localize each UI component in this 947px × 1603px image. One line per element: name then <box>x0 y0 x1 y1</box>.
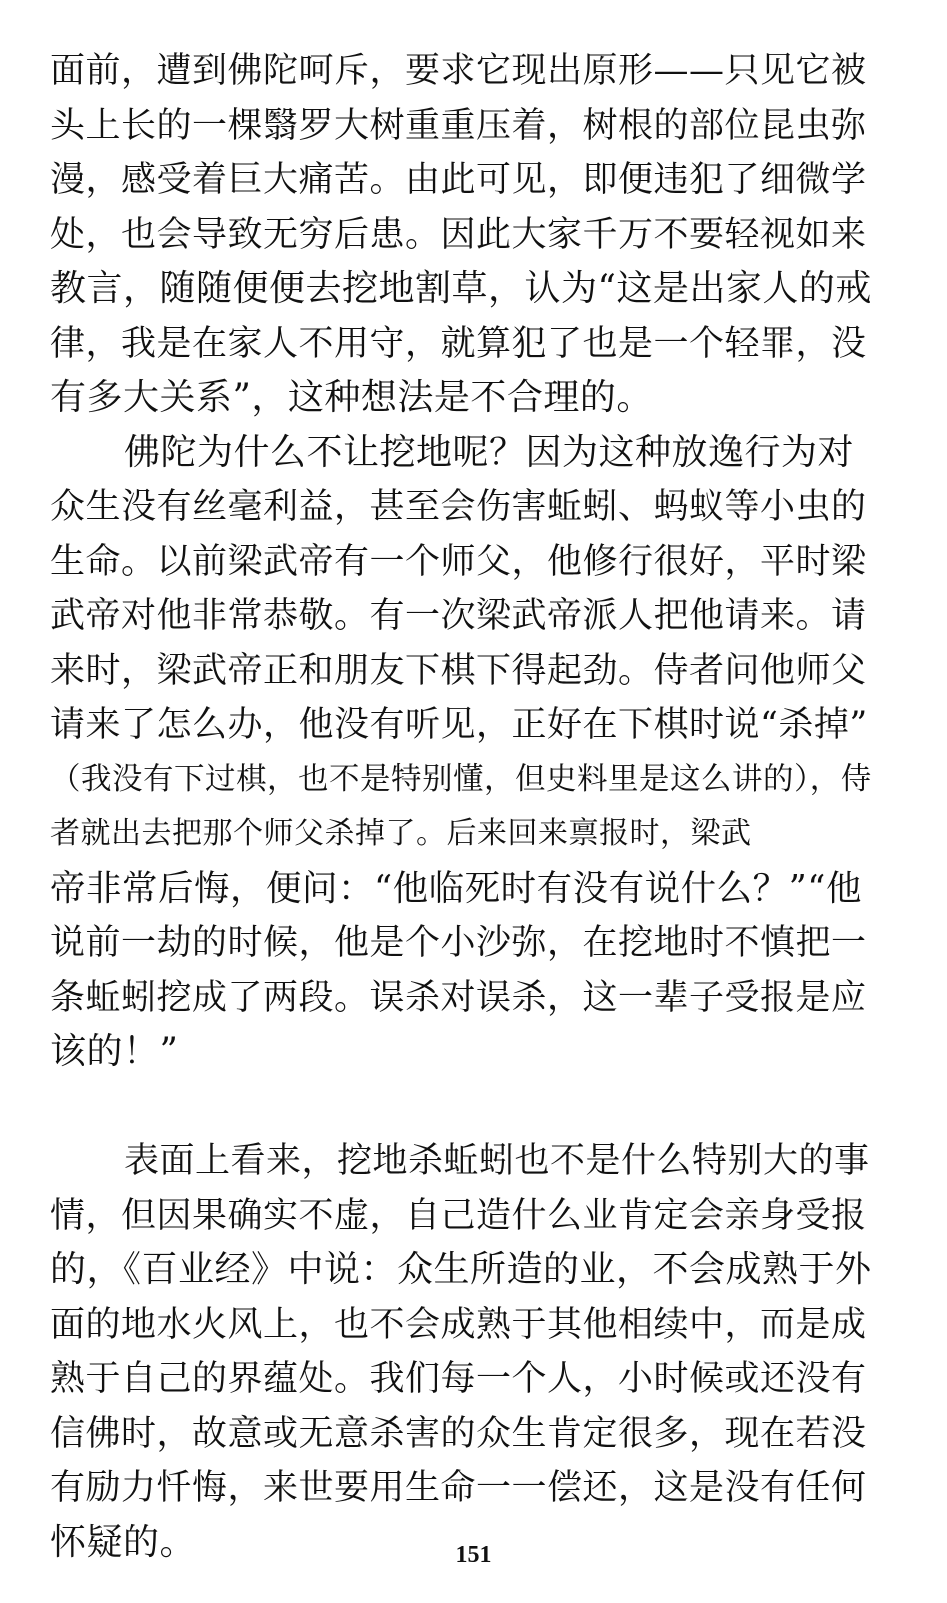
body-text <box>50 44 872 1570</box>
text-line: （我没有下过棋，也不是特别懂，但史料里是这么讲的），侍 <box>50 761 872 797</box>
text-line: 熟于自己的界蕴处。我们每一个人，小时候或还没有 <box>50 1359 867 1399</box>
text-line: 情，但因果确实不虚，自己造什么业肯定会亲身受报 <box>50 1195 867 1236</box>
text-line: 处，也会导致无穷后患。因此大家千万不要轻视如来 <box>50 214 867 255</box>
text-line: 有励力忏悔，来世要用生命一一偿还，这是没有任何 <box>50 1468 867 1508</box>
text-line: 帝非常后悔，便问：“他临死时有没有说什么？”“他 <box>50 867 862 909</box>
page-number: 151 <box>455 1542 492 1568</box>
text-line: 有多大关系”，这种想法是不合理的。 <box>50 377 653 418</box>
text-line: 众生没有丝毫利益，甚至会伤害蚯蚓、蚂蚁等小虫的 <box>50 487 867 527</box>
text-line: 该的！” <box>50 1031 179 1072</box>
text-line: 来时，梁武帝正和朋友下棋下得起劲。侍者问他师父 <box>50 650 867 691</box>
text-line: 请来了怎么办，他没有听见，正好在下棋时说“杀掉” <box>50 705 868 745</box>
text-line: 佛陀为什么不让挖地呢？因为这种放逸行为对 <box>124 431 855 473</box>
text-line <box>50 1080 872 1135</box>
text-line: 教言，随随便便去挖地割草，认为“这是出家人的戒 <box>50 268 872 309</box>
text-line: 头上长的一棵翳罗大树重重压着，树根的部位昆虫弥 <box>50 105 867 146</box>
text-line: 面前，遭到佛陀呵斥，要求它现出原形——只见它被 <box>50 51 867 91</box>
text-line: 信佛时，故意或无意杀害的众生肯定很多，现在若没 <box>50 1413 867 1454</box>
text-line: 生命。以前梁武帝有一个师父，他修行很好，平时梁 <box>50 541 867 582</box>
text-line: 者就出去把那个师父杀掉了。后来回来禀报时，梁武 <box>50 816 752 851</box>
text-line: 怀疑的。 <box>50 1521 197 1563</box>
text-line: 的，《百业经》中说：众生所造的业，不会成熟于外 <box>50 1249 872 1290</box>
text-line: 面的地水火风上，也不会成熟于其他相续中，而是成 <box>50 1304 867 1345</box>
text-line: 表面上看来，挖地杀蚯蚓也不是什么特别大的事 <box>124 1141 870 1181</box>
text-line: 条蚯蚓挖成了两段。误杀对误杀，这一辈子受报是应 <box>50 977 867 1018</box>
text-line: 说前一劫的时候，他是个小沙弥，在挖地时不慎把一 <box>50 923 867 963</box>
text-line: 武帝对他非常恭敬。有一次梁武帝派人把他请来。请 <box>50 596 867 636</box>
text-line: 漫，感受着巨大痛苦。由此可见，即便违犯了细微学 <box>50 160 867 200</box>
text-line: 律，我是在家人不用守，就算犯了也是一个轻罪，没 <box>50 323 867 364</box>
